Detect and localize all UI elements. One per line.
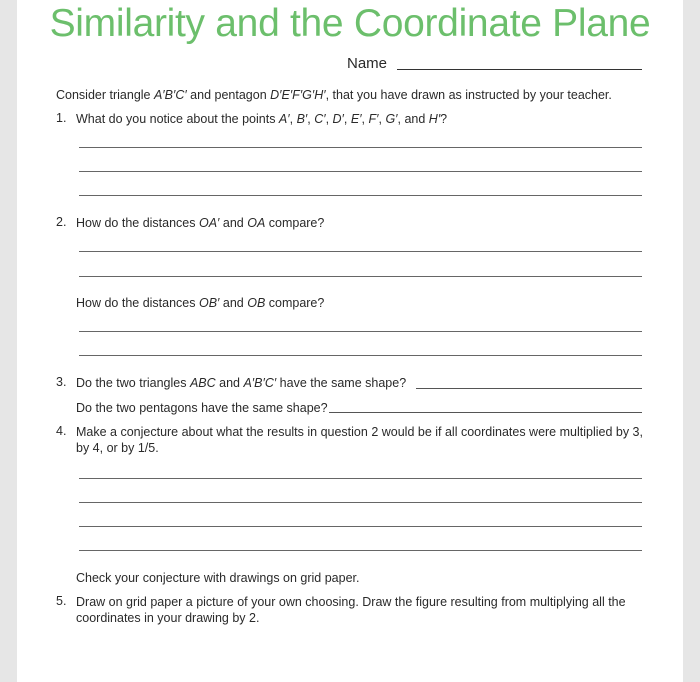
intro-text: Consider triangle A′B′C′ and pentagon D′E′F′G′H′, that you have drawn as instructed by your teacher.: [56, 88, 612, 102]
q4-number: 4.: [56, 424, 67, 438]
q2-text: How do the distances OA′ and OA compare?: [76, 216, 325, 230]
q4-answer-line[interactable]: [79, 478, 642, 479]
q2-second-text: How do the distances OB′ and OB compare?: [76, 296, 325, 310]
q3-number: 3.: [56, 375, 67, 389]
q2-number: 2.: [56, 215, 67, 229]
name-answer-line[interactable]: [397, 69, 642, 70]
q1-text: What do you notice about the points A′, B′, C′, D′, E′, F′, G′, and H′?: [76, 112, 448, 126]
q4-answer-line[interactable]: [79, 502, 642, 503]
name-label: Name: [347, 55, 388, 72]
q5-text: Draw on grid paper a picture of your own choosing. Draw the figure resulting from multiplying all the coordinates in your drawing by 2.: [76, 595, 626, 625]
q1-answer-line[interactable]: [79, 147, 642, 148]
q3-answer-line[interactable]: [416, 388, 642, 389]
q3-answer-line[interactable]: [329, 412, 642, 413]
q4-answer-line[interactable]: [79, 526, 642, 527]
q2-answer-line[interactable]: [79, 251, 642, 252]
q4-answer-line[interactable]: [79, 550, 642, 551]
q1-number: 1.: [56, 111, 67, 125]
page-title: Similarity and the Coordinate Plane: [49, 2, 651, 45]
q2-answer-line[interactable]: [79, 276, 642, 277]
q5-number: 5.: [56, 594, 67, 608]
q4-text: Make a conjecture about what the results in question 2 would be if all coordinates were multiplied by 3, by 4, or by 1/5.: [76, 425, 643, 455]
q4-check-text: Check your conjecture with drawings on grid paper.: [76, 571, 360, 585]
q3-second-text: Do the two pentagons have the same shape?: [76, 401, 328, 415]
q3-text: Do the two triangles ABC and A′B′C′ have the same shape?: [76, 376, 407, 390]
q1-answer-line[interactable]: [79, 171, 642, 172]
q2-answer-line[interactable]: [79, 331, 642, 332]
q2-answer-line[interactable]: [79, 355, 642, 356]
q1-answer-line[interactable]: [79, 195, 642, 196]
